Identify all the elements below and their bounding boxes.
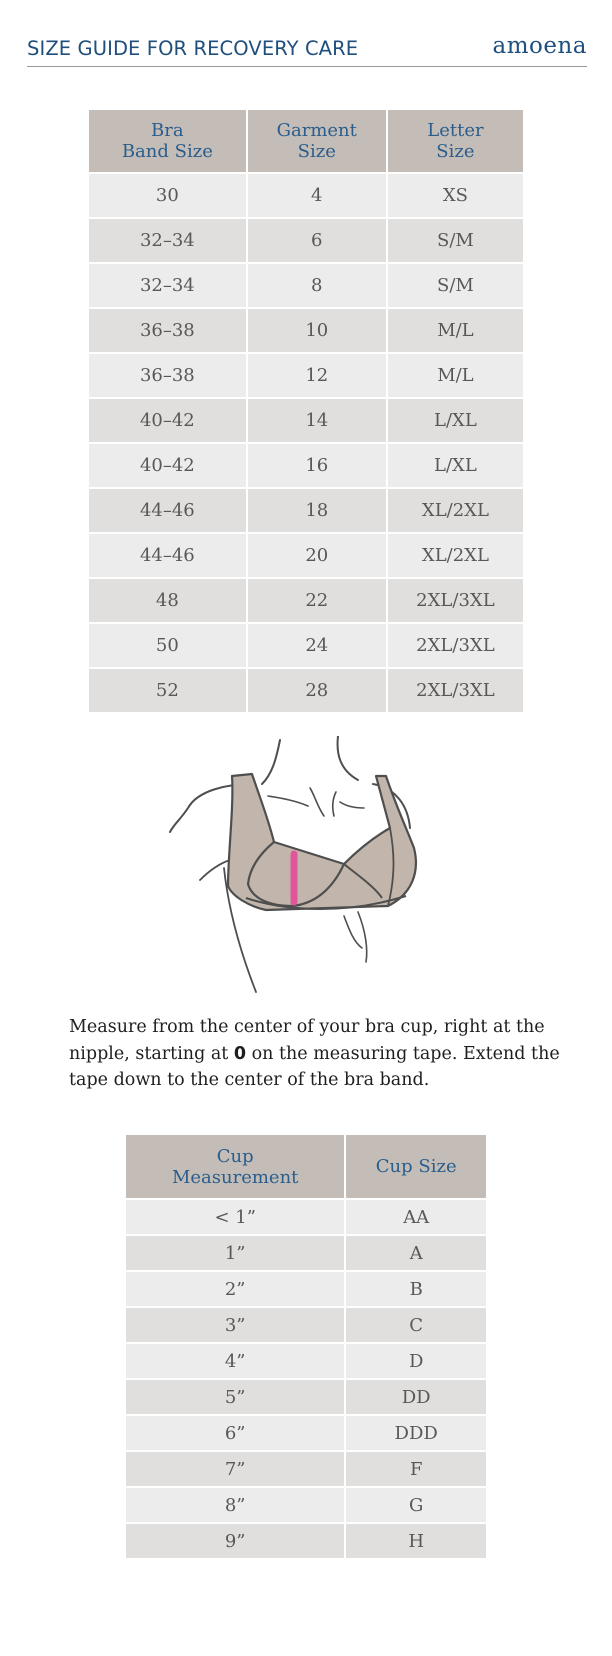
band-size-cell: 36–38	[89, 309, 246, 352]
cup-size-cell: DDD	[346, 1416, 486, 1450]
band-size-cell: 52	[89, 669, 246, 712]
table-row	[89, 174, 523, 217]
table-row	[126, 1524, 486, 1558]
table-row	[89, 399, 523, 442]
cup-measurement-cell: 8”	[126, 1488, 344, 1522]
table-row	[126, 1452, 486, 1486]
cup-size-cell: DD	[346, 1380, 486, 1414]
table-row	[89, 354, 523, 397]
table-row	[89, 219, 523, 262]
header-cup-measurement: Cup Measurement	[126, 1135, 344, 1198]
band-size-cell: 32–34	[89, 264, 246, 307]
table-row	[126, 1200, 486, 1234]
letter-size-cell: M/L	[388, 354, 523, 397]
letter-size-cell: L/XL	[388, 399, 523, 442]
table-row	[89, 534, 523, 577]
letter-size-cell: S/M	[388, 264, 523, 307]
cup-size-cell: B	[346, 1272, 486, 1306]
table-row	[126, 1416, 486, 1450]
cup-size-cell: D	[346, 1344, 486, 1378]
table-row	[89, 624, 523, 667]
table-row	[126, 1380, 486, 1414]
header-bra-band-size: Bra Band Size	[89, 110, 246, 172]
cup-size-cell: G	[346, 1488, 486, 1522]
cup-measurement-cell: 5”	[126, 1380, 344, 1414]
band-size-cell: 44–46	[89, 489, 246, 532]
table-row	[126, 1272, 486, 1306]
page-header	[27, 28, 587, 67]
table-row	[126, 1488, 486, 1522]
garment-size-cell: 18	[248, 489, 386, 532]
brand-logo: amoena	[492, 33, 587, 59]
letter-size-cell: L/XL	[388, 444, 523, 487]
table-row	[89, 264, 523, 307]
garment-size-cell: 12	[248, 354, 386, 397]
garment-size-cell: 6	[248, 219, 386, 262]
cup-measurement-cell: < 1”	[126, 1200, 344, 1234]
letter-size-cell: XL/2XL	[388, 489, 523, 532]
letter-size-cell: S/M	[388, 219, 523, 262]
band-size-cell: 30	[89, 174, 246, 217]
size-table-header-row	[89, 110, 523, 172]
garment-size-cell: 8	[248, 264, 386, 307]
cup-size-cell: C	[346, 1308, 486, 1342]
table-row	[89, 579, 523, 622]
band-size-cell: 50	[89, 624, 246, 667]
size-table	[87, 108, 525, 714]
cup-measurement-cell: 4”	[126, 1344, 344, 1378]
band-size-cell: 40–42	[89, 399, 246, 442]
letter-size-cell: XS	[388, 174, 523, 217]
header-cup-size: Cup Size	[346, 1135, 486, 1198]
table-row	[126, 1308, 486, 1342]
cup-size-cell: H	[346, 1524, 486, 1558]
cup-measurement-cell: 2”	[126, 1272, 344, 1306]
garment-size-cell: 10	[248, 309, 386, 352]
cup-measurement-cell: 1”	[126, 1236, 344, 1270]
cup-measurement-cell: 9”	[126, 1524, 344, 1558]
letter-size-cell: 2XL/3XL	[388, 624, 523, 667]
table-row	[126, 1344, 486, 1378]
letter-size-cell: XL/2XL	[388, 534, 523, 577]
cup-table-header-row	[126, 1135, 486, 1198]
garment-size-cell: 28	[248, 669, 386, 712]
band-size-cell: 44–46	[89, 534, 246, 577]
measurement-instructions: Measure from the center of your bra cup, right at the nipple, starting at 0 on the measuring tape. Extend the tape down to the center of the bra band.	[69, 1017, 560, 1090]
cup-measurement-cell: 7”	[126, 1452, 344, 1486]
band-size-cell: 36–38	[89, 354, 246, 397]
garment-size-cell: 14	[248, 399, 386, 442]
band-size-cell: 40–42	[89, 444, 246, 487]
header-garment-size: Garment Size	[248, 110, 386, 172]
bra-measurement-illustration	[168, 736, 444, 994]
table-row	[126, 1236, 486, 1270]
band-size-cell: 32–34	[89, 219, 246, 262]
garment-size-cell: 4	[248, 174, 386, 217]
table-row	[89, 669, 523, 712]
table-row	[89, 444, 523, 487]
table-row	[89, 489, 523, 532]
garment-size-cell: 22	[248, 579, 386, 622]
letter-size-cell: 2XL/3XL	[388, 669, 523, 712]
page-title: SIZE GUIDE FOR RECOVERY CARE	[27, 37, 359, 60]
garment-size-cell: 16	[248, 444, 386, 487]
cup-size-cell: F	[346, 1452, 486, 1486]
header-letter-size: Letter Size	[388, 110, 523, 172]
cup-size-cell: AA	[346, 1200, 486, 1234]
cup-size-cell: A	[346, 1236, 486, 1270]
cup-measurement-cell: 3”	[126, 1308, 344, 1342]
band-size-cell: 48	[89, 579, 246, 622]
cup-measurement-cell: 6”	[126, 1416, 344, 1450]
letter-size-cell: 2XL/3XL	[388, 579, 523, 622]
letter-size-cell: M/L	[388, 309, 523, 352]
garment-size-cell: 24	[248, 624, 386, 667]
garment-size-cell: 20	[248, 534, 386, 577]
table-row	[89, 309, 523, 352]
cup-table	[124, 1133, 488, 1560]
